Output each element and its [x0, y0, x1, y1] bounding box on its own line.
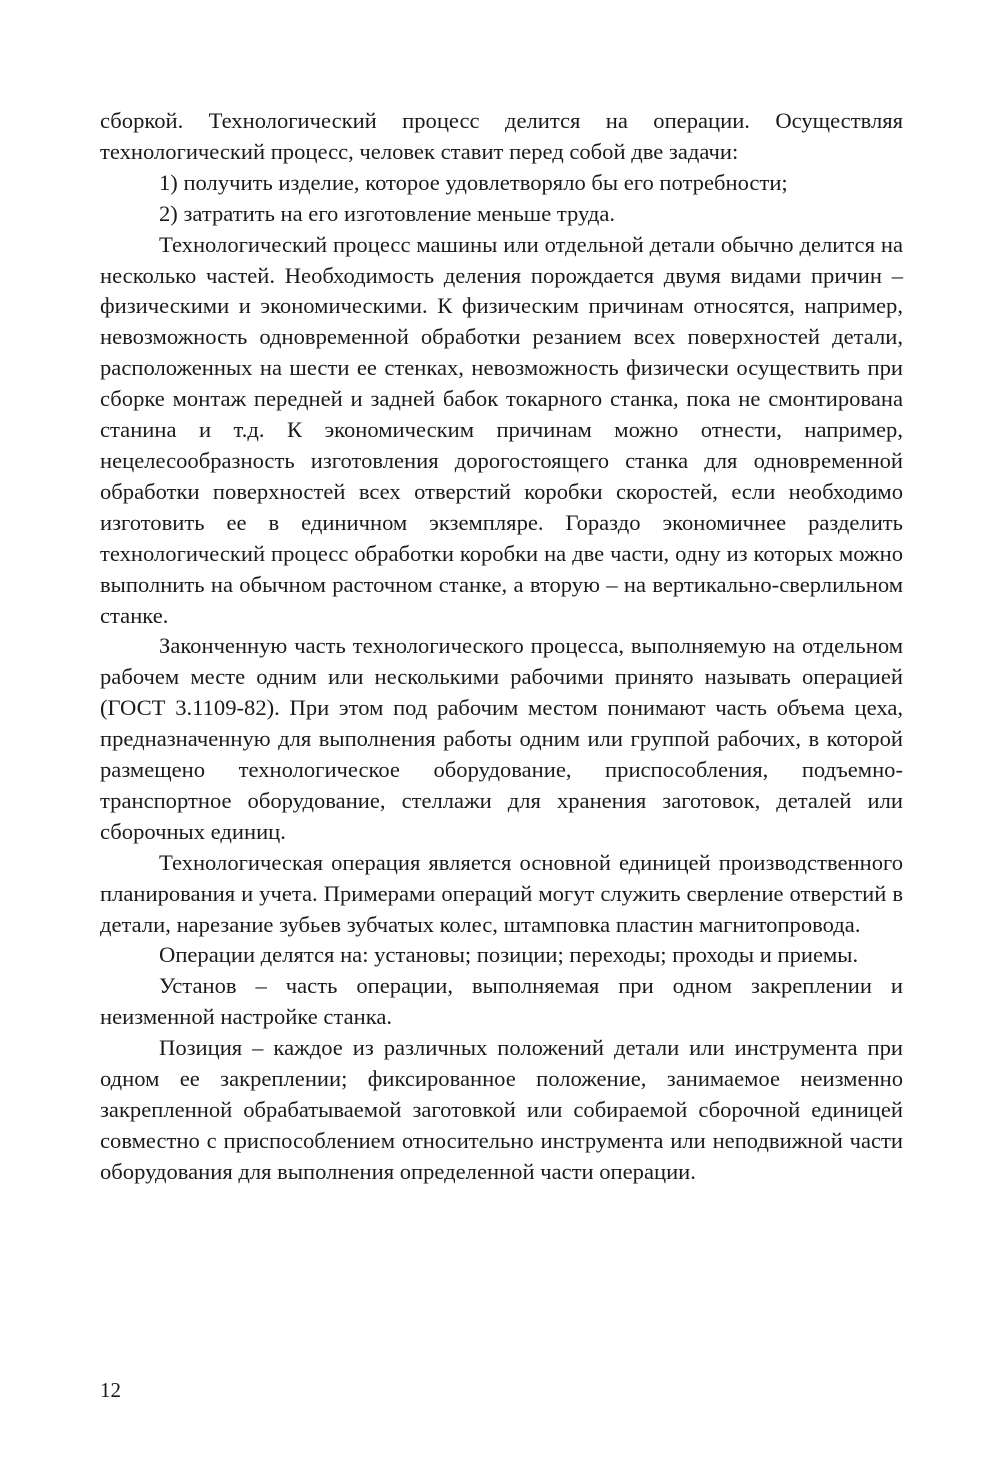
page-body — [100, 106, 903, 1188]
paragraph-continuation: сборкой. Технологический процесс делится на операции. Осуществляя технологический процесс, человек ставит перед собой две задачи: — [100, 108, 903, 164]
paragraph-task-1: 1) получить изделие, которое удовлетворяло бы его потребности; — [159, 169, 788, 195]
paragraph-ustanov: Установ – часть операции, выполняемая при одном закреплении и неизменной настройке станка. — [100, 973, 903, 1030]
paragraph-operation-unit: Технологическая операция является основной единицей производственного планирования и учета. Примерами операций могут служить сверление отверстий в детали, нарезание зубьев зубчатых колес, штамповка пластин магнитопровода. — [100, 849, 903, 937]
paragraph-position: Позиция – каждое из различных положений детали или инструмента при одном ее закреплении; фиксированное положение, занимаемое неизменно закрепленной обрабатываемой заготовкой или собираемой сборочной единицей совместно с приспособлением относительно инструмента или неподвижной части оборудования для выполнения определенной части операции. — [100, 1035, 903, 1184]
paragraph-operation-parts: Операции делятся на: установы; позиции; переходы; проходы и приемы. — [159, 942, 859, 968]
paragraph-operation-definition: Законченную часть технологического процесса, выполняемую на отдельном рабочем месте одним или несколькими рабочими принято называть операцией (ГОСТ 3.1109-82). При этом под рабочим местом понимают часть объема цеха, предназначенную для выполнения работы одним или группой рабочих, в которой размещено технологическое оборудование, приспособления, подъемно-транспортное оборудование, стеллажи для хранения заготовок, деталей или сборочных единиц. — [100, 633, 903, 844]
page-number: 12 — [100, 1378, 121, 1402]
paragraph-process-division: Технологический процесс машины или отдельной детали обычно делится на несколько частей. Необходимость деления порождается двумя видами причин – физическими и экономическими. К физическим причинам относятся, например, невозможность одновременной обработки резанием всех поверхностей детали, расположенных на шести ее стенках, невозможность физически осуществить при сборке монтаж передней и задней бабок токарного станка, пока не смонтирована станина и т.д. К экономическим причинам можно отнести, например, нецелесообразность изготовления дорогостоящего станка для одновременной обработки поверхностей всех отверстий коробки скоростей, если необходимо изготовить ее в единичном экземпляре. Гораздо экономичнее разделить технологический процесс обработки коробки на две части, одну из которых можно выполнить на обычном расточном станке, а вторую – на вертикально-сверлильном станке. — [100, 231, 903, 628]
paragraph-task-2: 2) затратить на его изготовление меньше труда. — [159, 200, 616, 226]
